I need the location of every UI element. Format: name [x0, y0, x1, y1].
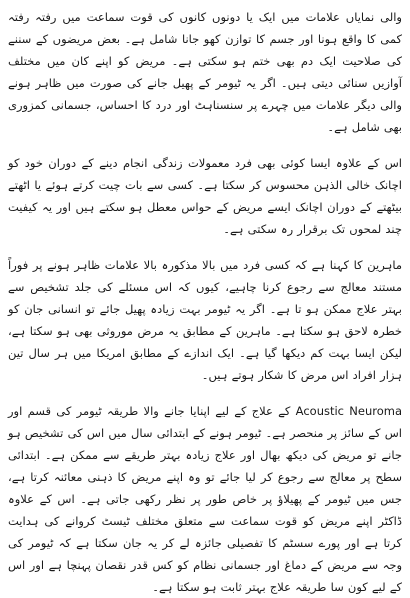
paragraph-treatment: Acoustic Neuroma کے علاج کے لیے اپنایا جانے والا طریقہ ٹیومر کی قسم اور اس کے سائز پر منحصر ہے۔ ٹیومر ہونے کے ابتدائی سال میں اس کی تشخیص ہو جانے تو مریض کی دیکھ بھال اور علاج زیادہ بہتر طریقے سے ممکن ہے۔ ابتدائی سطح پر معالج سے رجوع کر لیا جائے تو وہ اپنے مریض کا ذہنی معائنہ کرتا ہے، جس میں ٹیومر کے پھیلاؤ پر خاص طور پر نظر رکھی جاتی ہے۔ اس کے علاوہ ڈاکٹر اپنے مریض کو قوت سماعت سے متعلق مختلف ٹیسٹ کروانے کی ہدایت کرتا ہے اور پورے سسٹم کا تفصیلی جائزہ لے کر یہ جان سکتا ہے کہ ٹیومر کی وجہ سے مریض کے دماغ اور جسمانی نظام کو کس قدر نقصان پہنچا ہے اور اس کے لیے کون سا طریقہ علاج بہتر ثابت ہو سکتا ہے۔ [8, 404, 403, 594]
paragraph-absence-episodes: اس کے علاوہ ایسا کوئی بھی فرد معمولات زندگی انجام دینے کے دوران خود کو اچانک خالی الذہن محسوس کر سکتا ہے۔ کسی سے بات چیت کرتے ہوئے یا اٹھتے بیٹھتے کے دوران اچانک ایسے مریض کے حواس معطل ہو سکتے ہیں اور یہ کیفیت چند لمحوں تک برقرار رہ سکتی ہے۔ [8, 156, 402, 236]
paragraph-symptoms: والی نمایاں علامات میں ایک یا دونوں کانوں کی قوت سماعت میں رفتہ رفتہ کمی کا واقع ہونا اور جسم کا توازن کھو جانا شامل ہے۔ بعض مریضوں کے سننے کی صلاحیت ایک دم بھی ختم ہو سکتی ہے۔ مریض کو اپنے کان میں مختلف آوازیں سنائی دیتی ہیں۔ اگر یہ ٹیومر کے پھیل جانے کی صورت میں ظاہر ہونے والی دیگر علامات میں چہرے پر سنسناہٹ اور درد کا احساس، جسمانی کمزوری بھی شامل ہے۔ [8, 10, 402, 134]
paragraph-diagnosis-advice: ماہرین کا کہنا ہے کہ کسی فرد میں بالا مذکورہ بالا علامات ظاہر ہونے پر فوراً مستند معالج سے رجوع کرنا چاہیے، کیوں کہ اس مسئلے کی جلد تشخیص سے بہتر علاج ممکن ہو تا ہے۔ اگر یہ ٹیومر بہت زیادہ پھیل جائے تو انسانی جان کو خطرہ لاحق ہو سکتا ہے۔ ماہرین کے مطابق یہ مرض موروثی بھی ہو سکتا ہے، لیکن ایسا بہت کم دیکھا گیا ہے۔ ایک اندازے کے مطابق امریکا میں ہر سال تین ہزار افراد اس مرض کا شکار ہوتے ہیں۔ [8, 258, 402, 382]
